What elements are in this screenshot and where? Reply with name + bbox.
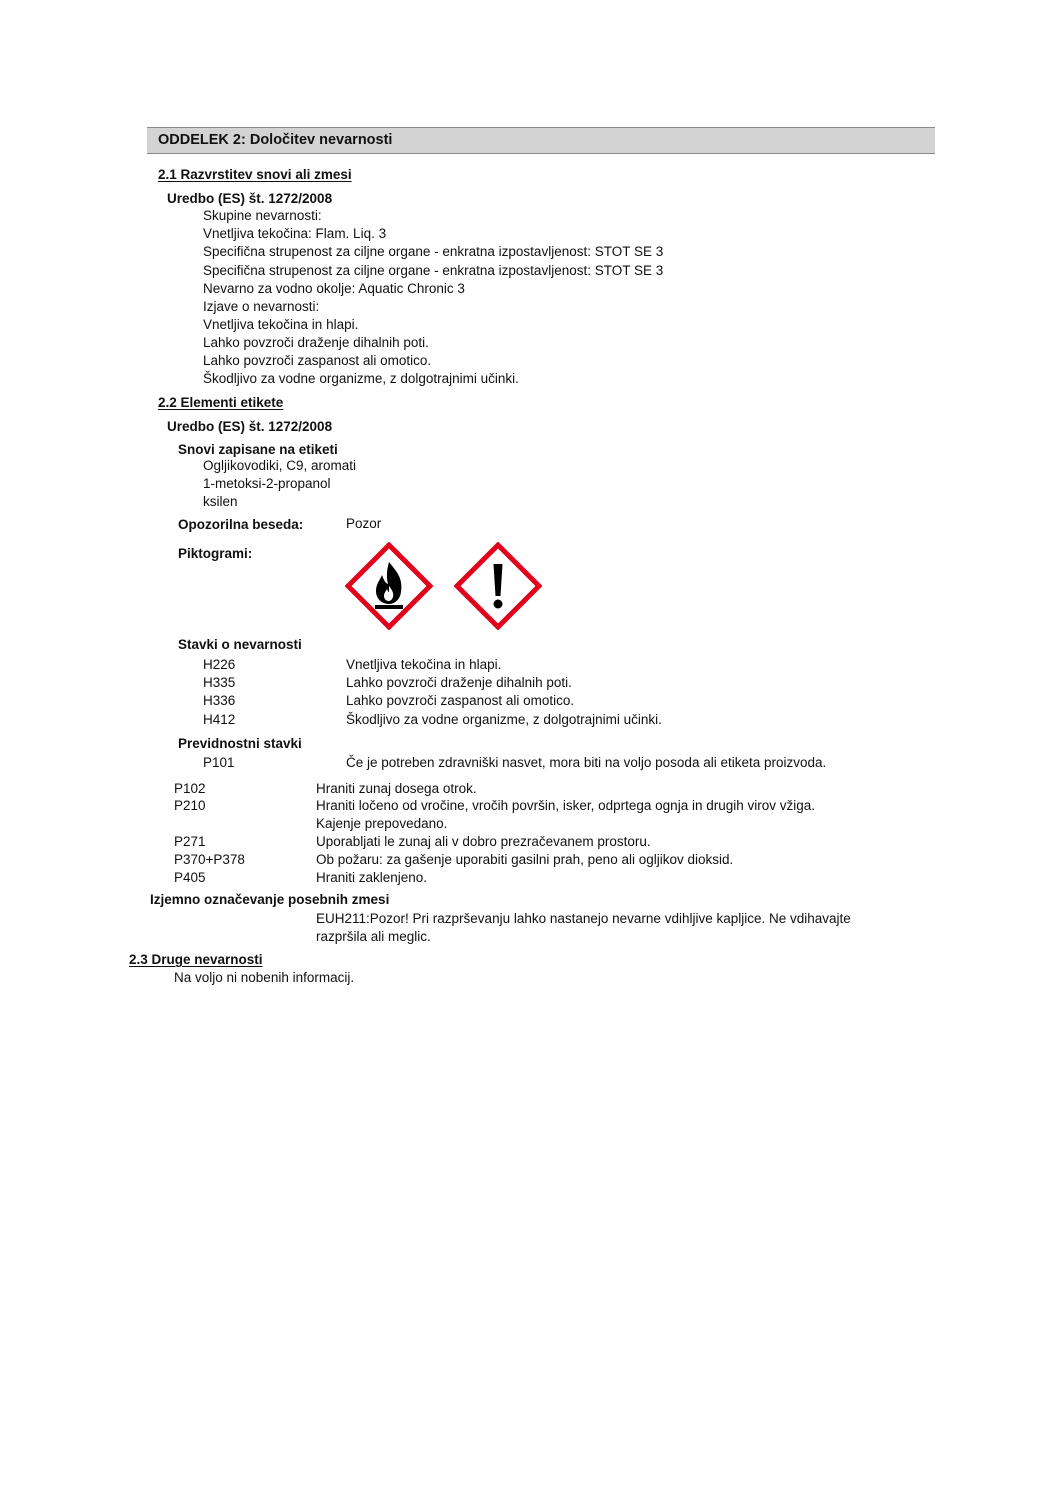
substance-item: ksilen (203, 494, 238, 509)
heading-2-2: 2.2 Elementi etikete (158, 395, 284, 410)
classification-line: Lahko povzroči zaspanost ali omotico. (203, 353, 432, 368)
hazard-text: Lahko povzroči draženje dihalnih poti. (346, 675, 572, 690)
special-labelling-text: EUH211:Pozor! Pri razprševanju lahko nastanejo nevarne vdihljive kapljice. Ne vdihavajte (316, 911, 851, 926)
hazard-code: H335 (203, 675, 236, 690)
precaution-text: Uporabljati le zunaj ali v dobro prezračevanem prostoru. (316, 834, 651, 849)
heading-2-3: 2.3 Druge nevarnosti (129, 952, 263, 967)
classification-line: Vnetljiva tekočina: Flam. Liq. 3 (203, 226, 387, 241)
special-labelling-text: razpršila ali meglic. (316, 929, 431, 944)
hazard-code: H412 (203, 712, 236, 727)
pictograms-label: Piktogrami: (178, 546, 253, 561)
precaution-text: Kajenje prepovedano. (316, 816, 448, 831)
classification-line: Vnetljiva tekočina in hlapi. (203, 317, 359, 332)
precaution-text: Hraniti ločeno od vročine, vročih površin, isker, odprtega ognja in drugih virov vžiga. (316, 798, 816, 813)
substance-item: 1-metoksi-2-propanol (203, 476, 331, 491)
substance-item: Ogljikovodiki, C9, aromati (203, 458, 357, 473)
hazard-statements-label: Stavki o nevarnosti (178, 637, 302, 652)
exclamation-icon (454, 542, 542, 630)
classification-line: Škodljivo za vodne organizme, z dolgotrajnimi učinki. (203, 371, 519, 386)
precautionary-statements-label: Previdnostni stavki (178, 736, 302, 751)
regulation-label-2-1: Uredbo (ES) št. 1272/2008 (167, 191, 333, 206)
precaution-code: P405 (174, 870, 206, 885)
precaution-code: P210 (174, 798, 206, 813)
hazard-code: H336 (203, 693, 236, 708)
substances-label: Snovi zapisane na etiketi (178, 442, 338, 457)
precaution-text: Hraniti zunaj dosega otrok. (316, 781, 477, 796)
precaution-code: P102 (174, 781, 206, 796)
classification-line: Izjave o nevarnosti: (203, 299, 320, 314)
classification-line: Nevarno za vodno okolje: Aquatic Chronic 3 (203, 281, 465, 296)
flame-icon (345, 542, 433, 630)
classification-line: Lahko povzroči draženje dihalnih poti. (203, 335, 429, 350)
hazard-text: Lahko povzroči zaspanost ali omotico. (346, 693, 575, 708)
classification-line: Specifična strupenost za ciljne organe - enkratna izpostavljenost: STOT SE 3 (203, 263, 664, 278)
precaution-code: P370+P378 (174, 852, 245, 867)
regulation-label-2-2: Uredbo (ES) št. 1272/2008 (167, 419, 333, 434)
precaution-text: Ob požaru: za gašenje uporabiti gasilni prah, peno ali ogljikov dioksid. (316, 852, 734, 867)
other-hazards-text: Na voljo ni nobenih informacij. (174, 970, 355, 985)
precaution-code: P271 (174, 834, 206, 849)
classification-line: Specifična strupenost za ciljne organe - enkratna izpostavljenost: STOT SE 3 (203, 244, 664, 259)
signal-word-label: Opozorilna beseda: (178, 517, 304, 532)
section-header (147, 127, 935, 154)
heading-2-1: 2.1 Razvrstitev snovi ali zmesi (158, 167, 352, 182)
special-labelling-label: Izjemno označevanje posebnih zmesi (150, 892, 390, 907)
section-title: ODDELEK 2: Določitev nevarnosti (158, 132, 393, 148)
precaution-code: P101 (203, 755, 235, 770)
classification-line: Skupine nevarnosti: (203, 208, 322, 223)
precaution-text: Hraniti zaklenjeno. (316, 870, 428, 885)
hazard-text: Škodljivo za vodne organizme, z dolgotrajnimi učinki. (346, 712, 662, 727)
precaution-text: Če je potreben zdravniški nasvet, mora biti na voljo posoda ali etiketa proizvoda. (346, 755, 827, 770)
hazard-text: Vnetljiva tekočina in hlapi. (346, 657, 502, 672)
hazard-code: H226 (203, 657, 236, 672)
signal-word-value: Pozor (346, 516, 382, 531)
